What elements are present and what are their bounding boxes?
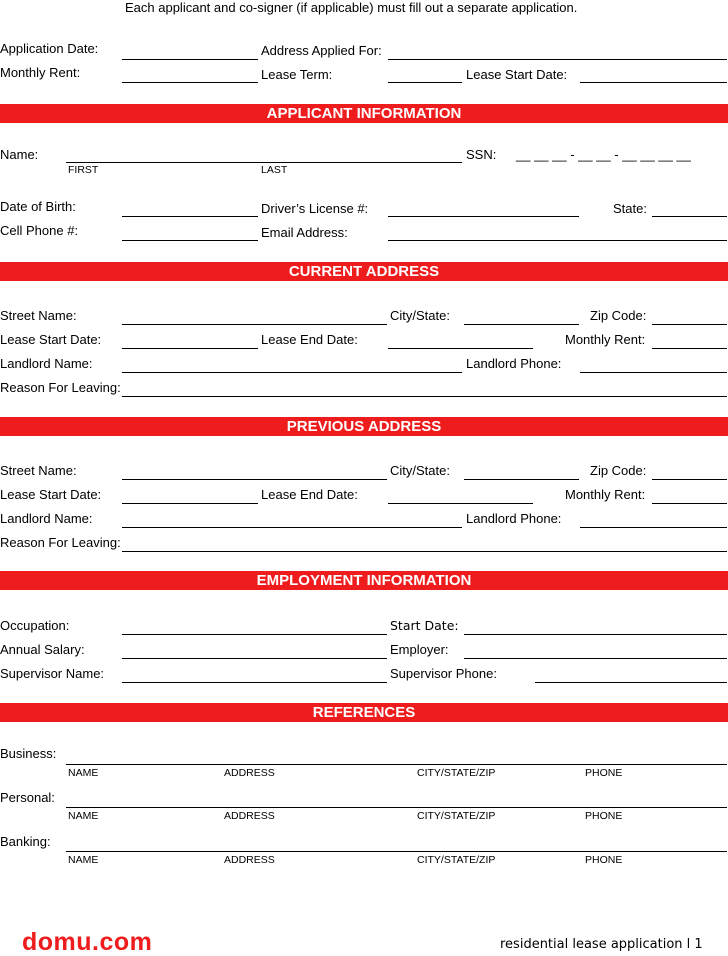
email-field[interactable] bbox=[388, 240, 727, 241]
dob-field[interactable] bbox=[122, 216, 258, 217]
prev-rent-label: Monthly Rent: bbox=[565, 487, 646, 502]
lease-start-field[interactable] bbox=[580, 82, 727, 83]
banking-ref-label: Banking: bbox=[0, 834, 51, 849]
employment-info-header: EMPLOYMENT INFORMATION bbox=[0, 571, 728, 590]
cur-zip-label: Zip Code: bbox=[590, 308, 647, 323]
cell-label: Cell Phone #: bbox=[0, 223, 79, 238]
cur-street-field[interactable] bbox=[122, 324, 387, 325]
personal-ref-label: Personal: bbox=[0, 790, 55, 805]
current-address-header: CURRENT ADDRESS bbox=[0, 262, 728, 281]
business-ref-field[interactable] bbox=[66, 764, 727, 765]
start-date-label: Start Date: bbox=[390, 618, 459, 633]
first-caption: FIRST bbox=[68, 164, 99, 176]
application-date-label: Application Date: bbox=[0, 41, 99, 56]
cur-zip-field[interactable] bbox=[652, 324, 727, 325]
prev-lease-start-field[interactable] bbox=[122, 503, 258, 504]
business-ref-label: Business: bbox=[0, 746, 57, 761]
prev-zip-label: Zip Code: bbox=[590, 463, 647, 478]
ssn-field[interactable]: __ __ __ - __ __ - __ __ __ __ bbox=[516, 147, 691, 162]
start-date-field[interactable] bbox=[464, 634, 727, 635]
cur-lease-end-field[interactable] bbox=[388, 348, 533, 349]
monthly-rent-field[interactable] bbox=[122, 82, 258, 83]
cur-lease-start-label: Lease Start Date: bbox=[0, 332, 102, 347]
domu-logo: domu.com bbox=[22, 928, 153, 956]
previous-address-header: PREVIOUS ADDRESS bbox=[0, 417, 728, 436]
business-city-caption: CITY/STATE/ZIP bbox=[417, 767, 496, 779]
personal-phone-caption: PHONE bbox=[585, 810, 623, 822]
license-field[interactable] bbox=[388, 216, 579, 217]
footer-label: residential lease application l 1 bbox=[500, 937, 703, 952]
employer-label: Employer: bbox=[390, 642, 449, 657]
cur-landlord-phone-label: Landlord Phone: bbox=[466, 356, 562, 371]
name-field[interactable] bbox=[66, 162, 462, 163]
prev-lease-end-label: Lease End Date: bbox=[261, 487, 358, 502]
cur-lease-end-label: Lease End Date: bbox=[261, 332, 358, 347]
prev-city-field[interactable] bbox=[464, 479, 579, 480]
cur-rent-field[interactable] bbox=[652, 348, 727, 349]
banking-name-caption: NAME bbox=[68, 854, 99, 866]
salary-field[interactable] bbox=[122, 658, 387, 659]
lease-term-label: Lease Term: bbox=[261, 67, 333, 82]
cur-reason-field[interactable] bbox=[122, 396, 727, 397]
dob-label: Date of Birth: bbox=[0, 199, 76, 214]
lease-term-field[interactable] bbox=[388, 82, 462, 83]
business-name-caption: NAME bbox=[68, 767, 99, 779]
prev-rent-field[interactable] bbox=[652, 503, 727, 504]
prev-landlord-name-label: Landlord Name: bbox=[0, 511, 93, 526]
intro-text: Each applicant and co-signer (if applicable) must fill out a separate application. bbox=[125, 0, 578, 15]
references-header: REFERENCES bbox=[0, 703, 728, 722]
ssn-label: SSN: bbox=[466, 147, 497, 162]
cur-landlord-phone-field[interactable] bbox=[580, 372, 727, 373]
application-date-field[interactable] bbox=[122, 59, 258, 60]
prev-lease-start-label: Lease Start Date: bbox=[0, 487, 102, 502]
cur-reason-label: Reason For Leaving: bbox=[0, 380, 121, 395]
personal-address-caption: ADDRESS bbox=[224, 810, 275, 822]
cell-field[interactable] bbox=[122, 240, 258, 241]
banking-ref-field[interactable] bbox=[66, 851, 727, 852]
supervisor-phone-field[interactable] bbox=[535, 682, 727, 683]
cur-city-label: City/State: bbox=[390, 308, 450, 323]
name-label: Name: bbox=[0, 147, 39, 162]
business-address-caption: ADDRESS bbox=[224, 767, 275, 779]
cur-lease-start-field[interactable] bbox=[122, 348, 258, 349]
banking-address-caption: ADDRESS bbox=[224, 854, 275, 866]
cur-street-label: Street Name: bbox=[0, 308, 77, 323]
supervisor-name-field[interactable] bbox=[122, 682, 387, 683]
prev-landlord-phone-label: Landlord Phone: bbox=[466, 511, 562, 526]
cur-landlord-name-label: Landlord Name: bbox=[0, 356, 93, 371]
address-applied-label: Address Applied For: bbox=[261, 43, 382, 58]
prev-reason-field[interactable] bbox=[122, 551, 727, 552]
cur-landlord-name-field[interactable] bbox=[122, 372, 462, 373]
personal-city-caption: CITY/STATE/ZIP bbox=[417, 810, 496, 822]
occupation-field[interactable] bbox=[122, 634, 387, 635]
prev-lease-end-field[interactable] bbox=[388, 503, 533, 504]
address-applied-field[interactable] bbox=[388, 59, 727, 60]
supervisor-name-label: Supervisor Name: bbox=[0, 666, 105, 681]
business-phone-caption: PHONE bbox=[585, 767, 623, 779]
employer-field[interactable] bbox=[464, 658, 727, 659]
prev-reason-label: Reason For Leaving: bbox=[0, 535, 121, 550]
salary-label: Annual Salary: bbox=[0, 642, 85, 657]
cur-city-field[interactable] bbox=[464, 324, 579, 325]
license-label: Driver’s License #: bbox=[261, 201, 369, 216]
prev-zip-field[interactable] bbox=[652, 479, 727, 480]
monthly-rent-label: Monthly Rent: bbox=[0, 65, 81, 80]
applicant-info-header: APPLICANT INFORMATION bbox=[0, 104, 728, 123]
banking-city-caption: CITY/STATE/ZIP bbox=[417, 854, 496, 866]
state-field[interactable] bbox=[652, 216, 727, 217]
email-label: Email Address: bbox=[261, 225, 348, 240]
prev-street-field[interactable] bbox=[122, 479, 387, 480]
lease-start-label: Lease Start Date: bbox=[466, 67, 568, 82]
prev-landlord-phone-field[interactable] bbox=[580, 527, 727, 528]
prev-landlord-name-field[interactable] bbox=[122, 527, 462, 528]
personal-ref-field[interactable] bbox=[66, 807, 727, 808]
state-label: State: bbox=[613, 201, 647, 216]
banking-phone-caption: PHONE bbox=[585, 854, 623, 866]
occupation-label: Occupation: bbox=[0, 618, 70, 633]
cur-rent-label: Monthly Rent: bbox=[565, 332, 646, 347]
last-caption: LAST bbox=[261, 164, 288, 176]
supervisor-phone-label: Supervisor Phone: bbox=[390, 666, 497, 681]
prev-city-label: City/State: bbox=[390, 463, 450, 478]
personal-name-caption: NAME bbox=[68, 810, 99, 822]
prev-street-label: Street Name: bbox=[0, 463, 77, 478]
